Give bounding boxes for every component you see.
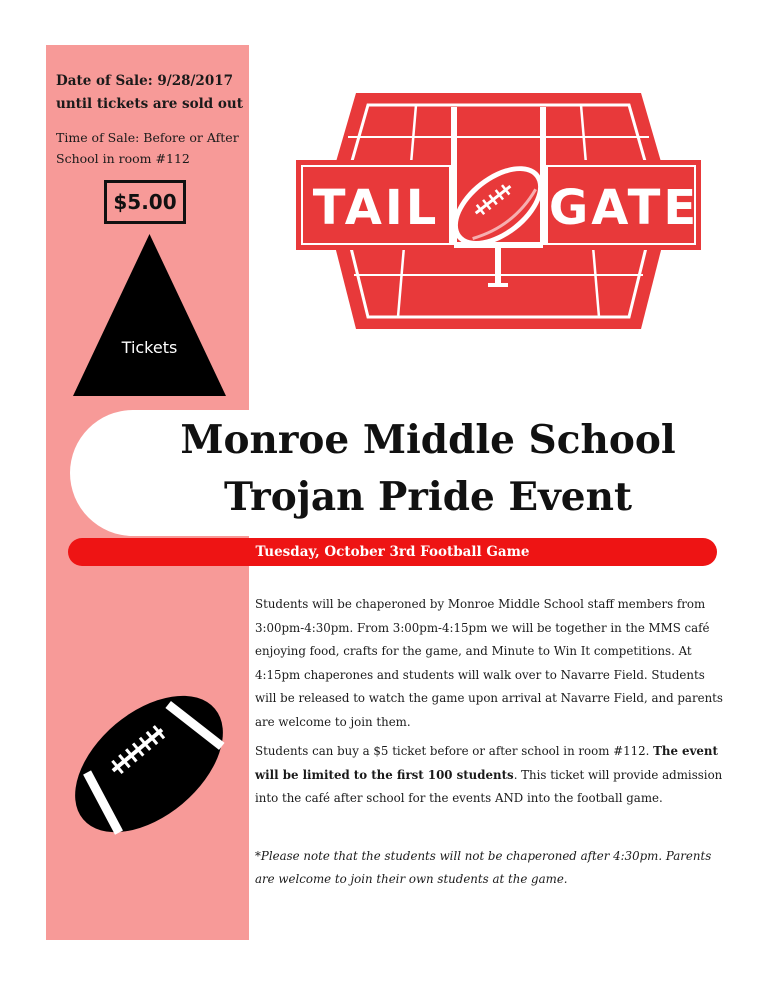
event-description <box>255 593 725 898</box>
paragraph-tickets-bold: The event will be limited to the first 100 students <box>255 744 718 782</box>
sale-time: Time of Sale: Before or After School in room #112 <box>56 130 239 166</box>
logo-word-gate: GATE <box>548 180 700 236</box>
tailgate-logo <box>296 85 701 337</box>
sale-date <box>56 70 246 116</box>
paragraph-chaperone: Students will be chaperoned by Monroe Middle School staff members from 3:00pm-4:30pm. From 3:00pm-4:15pm we will be together in the MMS café enjoying food, crafts for the game, and Minute to Win It competitions. At 4:15pm chaperones and students will walk over to Navarre Field. Students will be released to watch the game upon arrival at Navarre Field, and parents are welcome to join them. <box>255 597 723 729</box>
date-banner: Tuesday, October 3rd Football Game <box>68 538 717 566</box>
parent-note: *Please note that the students will not be chaperoned after 4:30pm. Parents are welcome to join their own students at the game. <box>255 848 712 886</box>
paragraph-tickets-end: . This ticket will provide admission into the café after school for the events AND into the football game. <box>255 767 723 805</box>
title-line1: Monroe Middle School <box>180 417 676 463</box>
football-icon <box>68 688 230 840</box>
sale-date-line1: Date of Sale: 9/28/2017 <box>56 73 234 89</box>
sale-date-line2: until tickets are sold out <box>56 96 243 112</box>
page-title <box>86 412 770 526</box>
tickets-label: Tickets <box>121 338 178 357</box>
paragraph-tickets-start: Students can buy a $5 ticket before or after school in room #112. <box>255 744 654 758</box>
logo-word-tail: TAIL <box>312 180 440 236</box>
paragraph-tickets <box>255 740 725 811</box>
title-line2: Trojan Pride Event <box>224 474 632 520</box>
ticket-triangle-icon <box>73 234 226 396</box>
price-box: $5.00 <box>104 180 186 224</box>
